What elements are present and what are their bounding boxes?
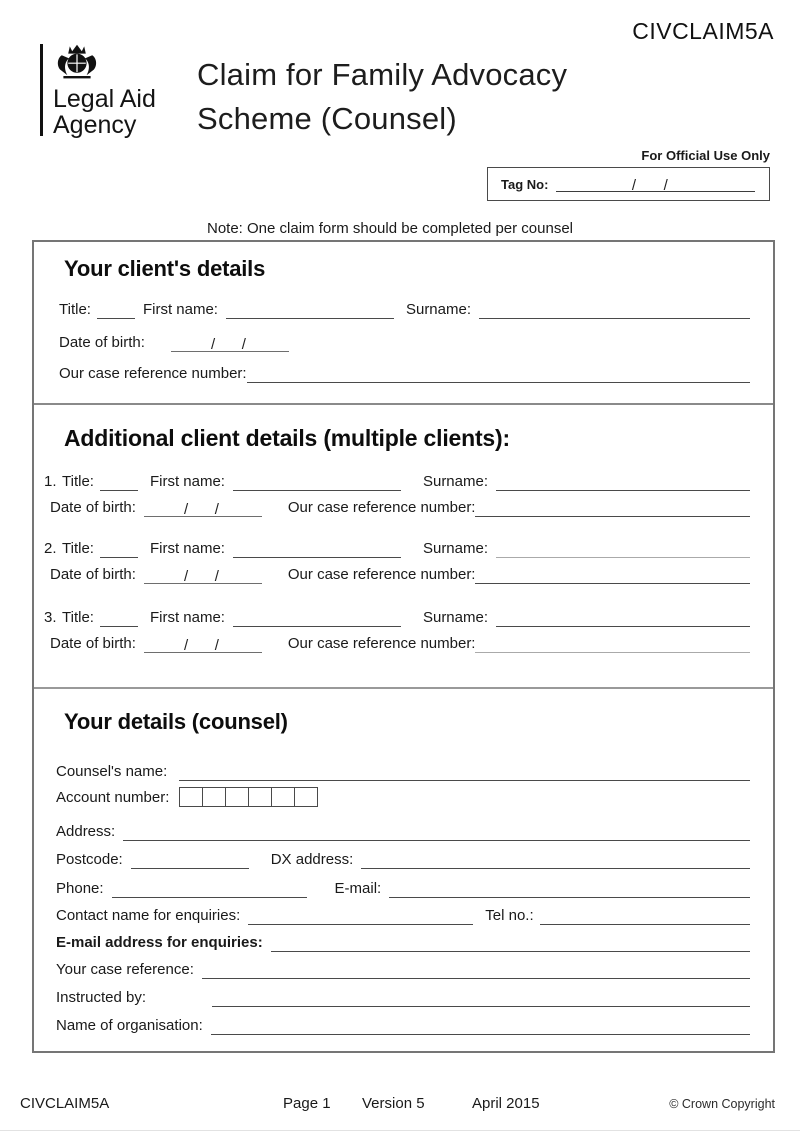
entry-number: 3. (44, 609, 57, 626)
email-enquiries-row (56, 930, 750, 952)
additional-client-3-name-row (44, 605, 750, 627)
additional-client-1-title-field[interactable] (100, 473, 138, 491)
client-surname-field[interactable] (479, 301, 750, 319)
tag-number-field[interactable] (556, 176, 755, 192)
additional-client-3-surname-field[interactable] (496, 609, 750, 627)
email-label: E-mail: (334, 880, 382, 897)
case-reference-row (56, 957, 750, 979)
page-footer (0, 1093, 800, 1117)
client-name-row (59, 297, 750, 319)
instructed-by-row (56, 985, 750, 1007)
organisation-field[interactable] (211, 1017, 750, 1035)
form-note: Note: One claim form should be completed per counsel (206, 220, 574, 237)
additional-caseref-label: Our case reference number: (287, 499, 476, 516)
additional-firstname-label: First name: (149, 473, 225, 490)
footer-form-code: CIVCLAIM5A (20, 1095, 110, 1112)
counsel-name-row (56, 759, 750, 781)
contact-name-field[interactable] (248, 907, 473, 925)
form-title (197, 53, 567, 141)
section-counsel-details (34, 689, 773, 1049)
section-heading-additional: Additional client details (multiple clients): (64, 425, 510, 451)
account-digit-cell[interactable] (294, 787, 318, 807)
client-caseref-row (59, 361, 750, 383)
client-firstname-label: First name: (142, 301, 218, 318)
dob-separator-1: / (184, 637, 189, 654)
additional-client-2-caseref-field[interactable] (475, 566, 750, 584)
additional-dob-label: Date of birth: (50, 566, 136, 583)
counsel-name-field[interactable] (179, 763, 750, 781)
account-digit-cell[interactable] (248, 787, 272, 807)
section-heading-counsel: Your details (counsel) (64, 709, 288, 734)
legal-aid-logo (40, 42, 190, 140)
email-field[interactable] (389, 880, 750, 898)
additional-client-2-surname-field[interactable] (496, 540, 750, 558)
dob-separator-1: / (211, 336, 216, 353)
form-title-line2: Scheme (Counsel) (197, 101, 457, 136)
additional-title-label: Title: (62, 609, 94, 626)
additional-surname-label: Surname: (422, 540, 489, 557)
dx-address-field[interactable] (361, 851, 750, 869)
additional-client-2-dob-row (50, 562, 750, 584)
client-dob-row (59, 330, 750, 352)
dob-separator-2: / (214, 568, 219, 585)
organisation-row (56, 1013, 750, 1035)
phone-field[interactable] (112, 880, 307, 898)
additional-client-1-dob-row (50, 495, 750, 517)
dx-address-label: DX address: (270, 851, 354, 868)
client-caseref-label: Our case reference number: (59, 365, 247, 382)
section-heading-client: Your client's details (64, 256, 266, 281)
section-client-details (34, 242, 773, 405)
form-body-box (32, 240, 775, 1053)
tag-number-box (487, 167, 770, 201)
section-additional-clients (34, 405, 773, 689)
postcode-field[interactable] (131, 851, 249, 869)
additional-client-1-caseref-field[interactable] (475, 499, 750, 517)
tag-separator-1: / (631, 177, 637, 194)
counsel-name-label: Counsel's name: (56, 763, 168, 780)
dob-separator-2: / (241, 336, 246, 353)
additional-client-3-title-field[interactable] (100, 609, 138, 627)
form-title-line1: Claim for Family Advocacy (197, 57, 568, 92)
additional-caseref-label: Our case reference number: (287, 635, 476, 652)
additional-caseref-label: Our case reference number: (287, 566, 476, 583)
additional-title-label: Title: (62, 540, 94, 557)
additional-client-3-caseref-field[interactable] (475, 635, 750, 653)
case-reference-field[interactable] (202, 961, 750, 979)
phone-label: Phone: (56, 880, 104, 897)
address-field[interactable] (123, 823, 750, 841)
footer-page-number: Page 1 (283, 1095, 331, 1112)
official-use-heading: For Official Use Only (641, 148, 770, 163)
additional-client-2-firstname-field[interactable] (233, 540, 401, 558)
entry-number: 1. (44, 473, 57, 490)
contact-name-label: Contact name for enquiries: (56, 907, 241, 924)
instructed-by-field[interactable] (212, 989, 750, 1007)
additional-client-1-firstname-field[interactable] (233, 473, 401, 491)
additional-client-3-dob-row (50, 631, 750, 653)
dob-separator-2: / (214, 637, 219, 654)
postcode-dx-row (56, 847, 750, 869)
email-enquiries-field[interactable] (271, 934, 750, 952)
footer-copyright: © Crown Copyright (669, 1097, 775, 1111)
royal-arms-icon (53, 40, 101, 88)
client-dob-field[interactable] (171, 332, 289, 352)
account-digit-cell[interactable] (179, 787, 203, 807)
additional-dob-label: Date of birth: (50, 499, 136, 516)
dob-separator-2: / (214, 501, 219, 518)
additional-client-2-name-row (44, 536, 750, 558)
client-caseref-field[interactable] (247, 365, 750, 383)
additional-client-2-dob-field[interactable] (144, 564, 262, 584)
phone-email-row (56, 876, 750, 898)
footer-date: April 2015 (472, 1095, 540, 1112)
form-code-header: CIVCLAIM5A (632, 18, 774, 44)
address-label: Address: (56, 823, 116, 840)
dob-separator-1: / (184, 501, 189, 518)
logo-divider-bar (40, 44, 43, 136)
additional-title-label: Title: (62, 473, 94, 490)
tag-no-label: Tag No: (501, 177, 549, 192)
page-bottom-rule (0, 1130, 800, 1131)
organisation-label: Name of organisation: (56, 1017, 203, 1034)
case-reference-label: Your case reference: (56, 961, 194, 978)
logo-line1: Legal Aid (53, 85, 156, 113)
additional-client-1-dob-field[interactable] (144, 497, 262, 517)
client-title-label: Title: (59, 301, 91, 318)
email-enquiries-label: E-mail address for enquiries: (56, 934, 263, 951)
client-dob-label: Date of birth: (59, 334, 145, 351)
additional-surname-label: Surname: (422, 609, 489, 626)
account-number-row (56, 785, 750, 807)
instructed-by-label: Instructed by: (56, 989, 147, 1006)
address-row (56, 819, 750, 841)
client-firstname-field[interactable] (226, 301, 394, 319)
logo-org-name (53, 86, 156, 138)
contact-tel-row (56, 903, 750, 925)
additional-client-2-title-field[interactable] (100, 540, 138, 558)
additional-client-3-dob-field[interactable] (144, 633, 262, 653)
account-digit-cell[interactable] (225, 787, 249, 807)
additional-firstname-label: First name: (149, 540, 225, 557)
account-digit-cell[interactable] (202, 787, 226, 807)
additional-surname-label: Surname: (422, 473, 489, 490)
tel-no-label: Tel no.: (485, 907, 534, 924)
additional-dob-label: Date of birth: (50, 635, 136, 652)
additional-firstname-label: First name: (149, 609, 225, 626)
client-title-field[interactable] (97, 301, 135, 319)
tag-separator-2: / (663, 177, 668, 194)
logo-line2: Agency (53, 111, 137, 139)
additional-client-1-surname-field[interactable] (496, 473, 750, 491)
account-number-boxes[interactable] (179, 787, 318, 807)
account-digit-cell[interactable] (271, 787, 295, 807)
dob-separator-1: / (184, 568, 189, 585)
footer-version: Version 5 (362, 1095, 425, 1112)
additional-client-1-name-row (44, 469, 750, 491)
tel-no-field[interactable] (540, 907, 750, 925)
entry-number: 2. (44, 540, 57, 557)
client-surname-label: Surname: (405, 301, 472, 318)
additional-client-3-firstname-field[interactable] (233, 609, 401, 627)
account-number-label: Account number: (56, 789, 170, 806)
postcode-label: Postcode: (56, 851, 123, 868)
